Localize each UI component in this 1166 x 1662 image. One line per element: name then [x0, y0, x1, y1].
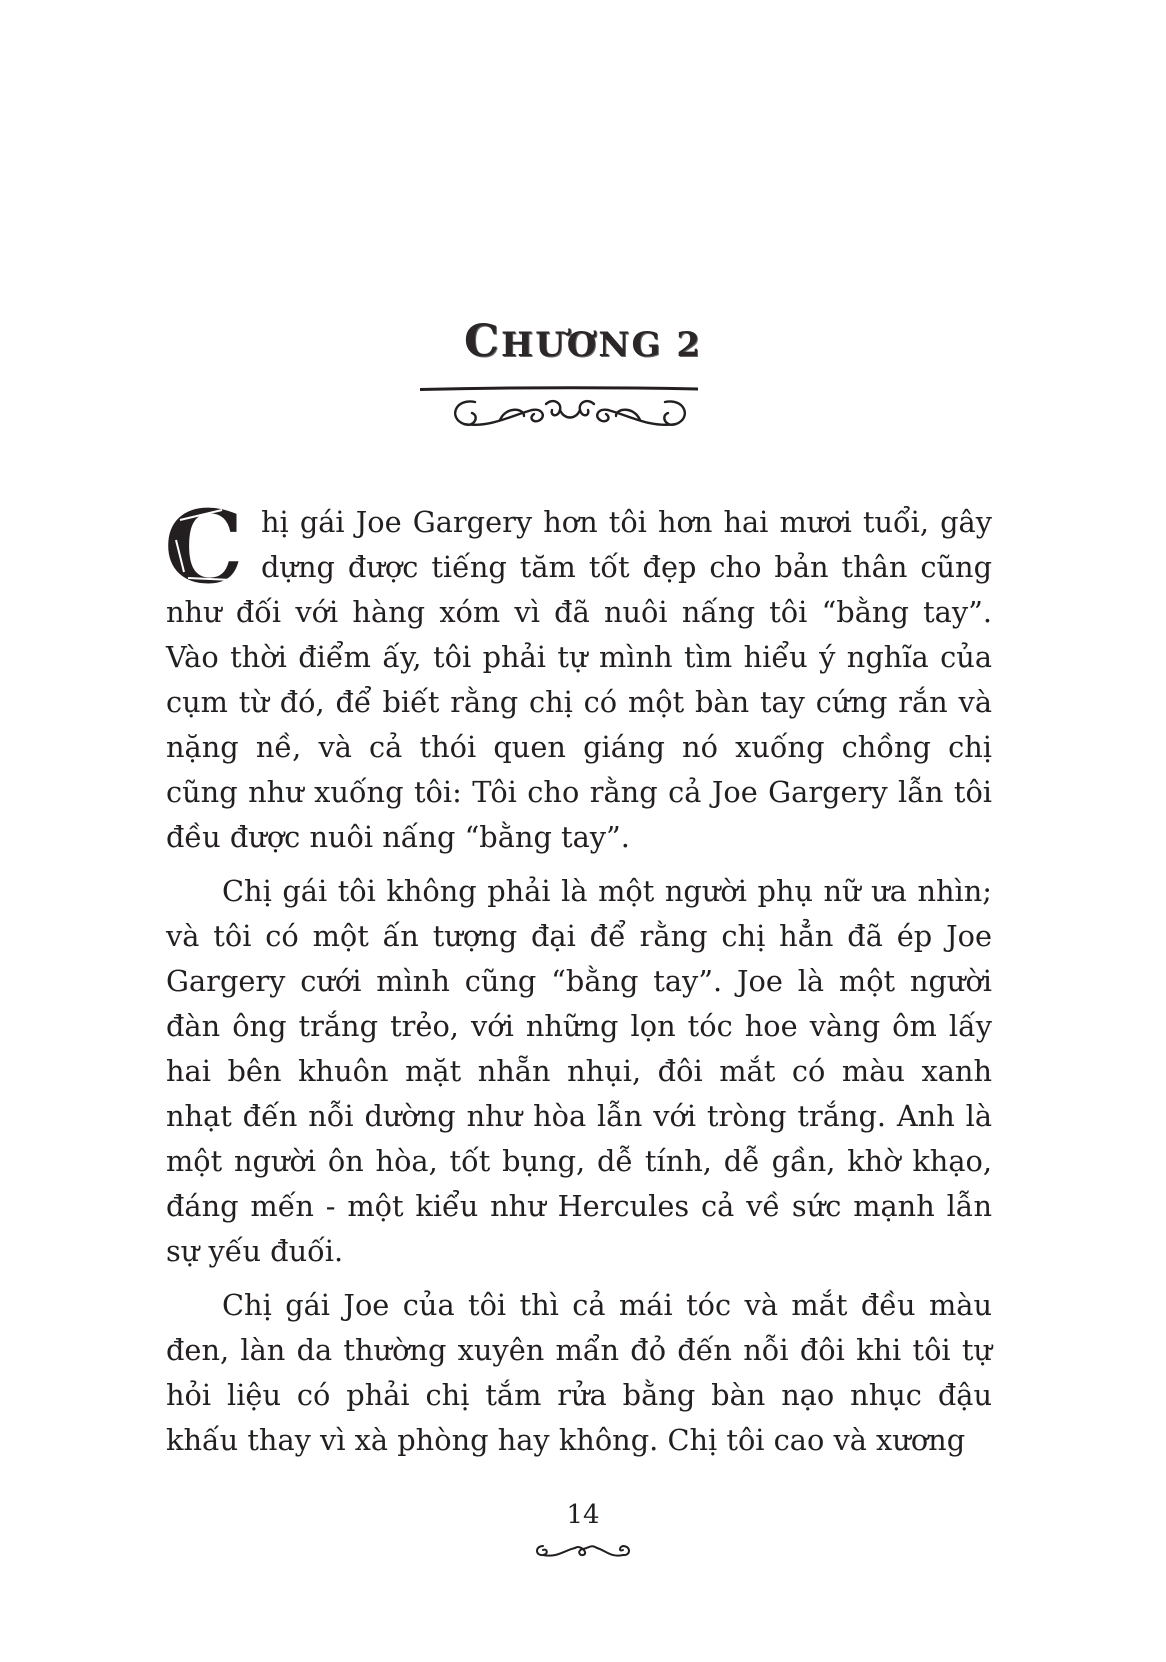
chapter-title-rest: HƯƠNG 2 [501, 324, 703, 365]
paragraph-1 [166, 500, 992, 860]
divider-rule [420, 388, 698, 390]
drop-cap-c [162, 500, 259, 590]
chapter-body [166, 500, 992, 1472]
chapter-title-initial: C [463, 315, 502, 367]
paragraph-1-text: hị gái Joe Gargery hơn tôi hơn hai mươi tuổi, gây dựng được tiếng tăm tốt đẹp cho bản thân cũng như đối với hàng xóm vì đã nuôi nấng tôi “bằng tay”. Vào thời điểm ấy, tôi phải tự mình tìm hiểu ý nghĩa của cụm từ đó, để biết rằng chị có một bàn tay cứng rắn và nặng nề, và cả thói quen giáng nó xuống chồng chị cũng như xuống tôi: Tôi cho rằng cả Joe Gargery lẫn tôi đều được nuôi nấng “bằng tay”. [166, 505, 992, 854]
chapter-title [0, 316, 1166, 367]
paragraph-2: Chị gái tôi không phải là một người phụ nữ ưa nhìn; và tôi có một ấn tượng đại để rằng chị hẳn đã ép Joe Gargery cưới mình cũng “bằng tay”. Joe là một người đàn ông trắng trẻo, với những lọn tóc hoe vàng ôm lấy hai bên khuôn mặt nhẵn nhụi, đôi mắt có màu xanh nhạt đến nỗi dường như hòa lẫn với tròng trắng. Anh là một người ôn hòa, tốt bụng, dễ tính, dễ gần, khờ khạo, đáng mến - một kiểu như Hercules cả về sức mạnh lẫn sự yếu đuối. [166, 874, 992, 1268]
paragraph-3: Chị gái Joe của tôi thì cả mái tóc và mắt đều màu đen, làn da thường xuyên mẩn đỏ đến nỗi đôi khi tôi tự hỏi liệu có phải chị tắm rửa bằng bàn nạo nhục đậu khấu thay vì xà phòng hay không. Chị tôi cao và xương [166, 1288, 992, 1457]
drop-cap-letter: C [164, 500, 244, 590]
page-number: 14 [566, 1500, 600, 1530]
page-number-ornament [533, 1538, 633, 1560]
chapter-divider-ornament [420, 380, 720, 440]
